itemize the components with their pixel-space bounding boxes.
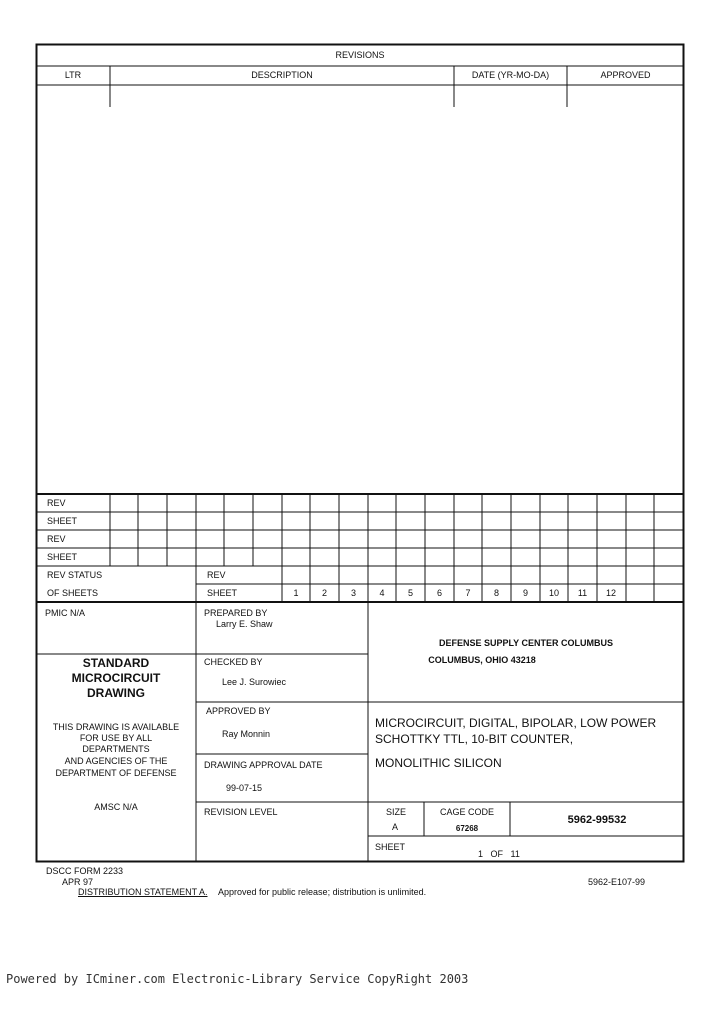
revisions-title: REVISIONS xyxy=(335,50,385,60)
document-code: 5962-E107-99 xyxy=(588,877,646,887)
col-ltr: LTR xyxy=(64,70,82,80)
title-line2: SCHOTTKY TTL, 10-BIT COUNTER, xyxy=(375,732,574,746)
approval-date-value: 99-07-15 xyxy=(226,783,263,793)
sheet-number: 12 xyxy=(605,588,616,598)
prepared-by-label: PREPARED BY xyxy=(204,608,268,618)
availability-line1: THIS DRAWING IS AVAILABLE xyxy=(52,722,180,732)
dscc-name: DEFENSE SUPPLY CENTER COLUMBUS xyxy=(438,638,614,648)
sheet-number: 8 xyxy=(493,588,499,598)
cage-code-value: 67268 xyxy=(455,824,479,833)
form-date: APR 97 xyxy=(62,877,94,887)
availability-line3: DEPARTMENTS xyxy=(82,744,150,754)
title-line1: MICROCIRCUIT, DIGITAL, BIPOLAR, LOW POWER xyxy=(375,716,657,730)
sheet-number: 11 xyxy=(577,588,588,598)
pmic-label: PMIC N/A xyxy=(45,608,86,618)
approved-by-label: APPROVED BY xyxy=(206,706,271,716)
of-sheets-label: OF SHEETS xyxy=(47,588,99,598)
sheet-row-label: SHEET xyxy=(47,552,78,562)
form-number: DSCC FORM 2233 xyxy=(46,866,124,876)
amsc-label: AMSC N/A xyxy=(94,802,138,812)
availability-line2: FOR USE BY ALL xyxy=(79,733,153,743)
title-line3: MONOLITHIC SILICON xyxy=(375,756,502,770)
size-label: SIZE xyxy=(385,807,406,817)
dscc-address: COLUMBUS, OHIO 43218 xyxy=(428,655,536,665)
approval-date-label: DRAWING APPROVAL DATE xyxy=(204,760,323,770)
sheet-footer-label: SHEET xyxy=(375,842,406,852)
sheet-number: 4 xyxy=(379,588,385,598)
approved-by-name: Ray Monnin xyxy=(222,729,271,739)
sheet-label: SHEET xyxy=(207,588,238,598)
size-value: A xyxy=(392,822,399,832)
distribution-label: DISTRIBUTION STATEMENT A. xyxy=(78,887,208,897)
rev-label: REV xyxy=(207,570,226,580)
sheet-number: 5 xyxy=(407,588,413,598)
cage-code-label: CAGE CODE xyxy=(439,807,494,817)
sheet-number: 10 xyxy=(548,588,559,598)
rev-row-label: REV xyxy=(47,498,66,508)
sheet-number: 2 xyxy=(321,588,327,598)
checked-by-name: Lee J. Surowiec xyxy=(222,677,287,687)
checked-by-label: CHECKED BY xyxy=(204,657,263,667)
revision-level-label: REVISION LEVEL xyxy=(204,807,278,817)
col-date: DATE (YR-MO-DA) xyxy=(471,70,550,80)
standard-line2: MICROCIRCUIT xyxy=(71,671,161,685)
distribution-text: Approved for public release; distribution is unlimited. xyxy=(218,887,427,897)
sheet-number: 1 xyxy=(293,588,299,598)
drawing-number: 5962-99532 xyxy=(567,814,627,826)
sheet-row-label: SHEET xyxy=(47,516,78,526)
sheet-number: 7 xyxy=(465,588,471,598)
sheet-footer-value: 1 OF 11 xyxy=(478,849,520,859)
rev-row-label: REV xyxy=(47,534,66,544)
sheet-number: 3 xyxy=(350,588,356,598)
col-approved: APPROVED xyxy=(600,70,651,80)
rev-status-label: REV STATUS xyxy=(47,570,103,580)
availability-line5: DEPARTMENT OF DEFENSE xyxy=(55,768,177,778)
standard-line3: DRAWING xyxy=(87,686,145,700)
prepared-by-name: Larry E. Shaw xyxy=(216,619,273,629)
availability-line4: AND AGENCIES OF THE xyxy=(64,756,168,766)
sheet-number: 9 xyxy=(522,588,528,598)
sheet-number: 6 xyxy=(436,588,442,598)
col-description: DESCRIPTION xyxy=(251,70,313,80)
powered-by-footer: Powered by ICminer.com Electronic-Library Service CopyRight 2003 xyxy=(6,972,469,986)
standard-line1: STANDARD xyxy=(82,656,150,670)
